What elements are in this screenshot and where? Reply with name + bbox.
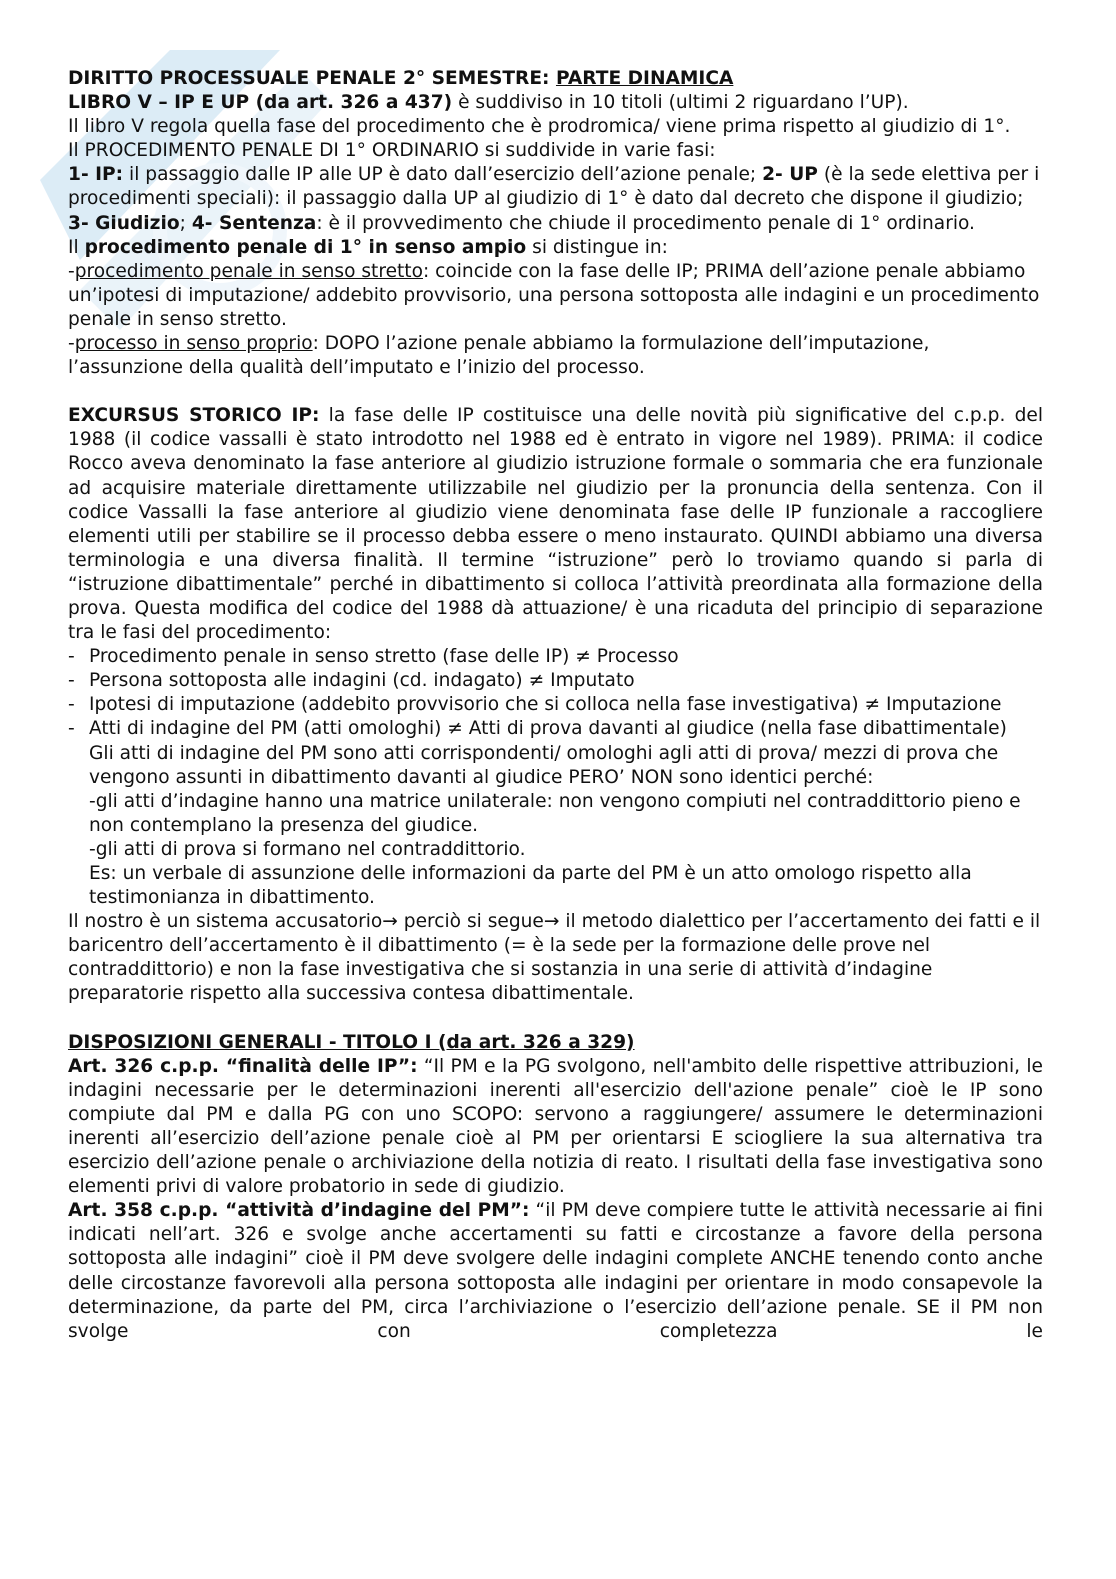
art-326-paragraph: Art. 326 c.p.p. “finalità delle IP”: “Il PM e la PG svolgono, nell'ambito delle rispettive attribuzioni, le indagini necessarie per le determinazioni inerenti all'esercizio dell'azione penale” cioè le IP sono compiute dal PM e dalla PG con uno SCOPO: servono a raggiungere/ assumere le determinazioni inerenti all’esercizio dell’azione penale cioè al PM per orientarsi E sciogliere la sua alternativa tra esercizio dell’azione penale o archiviazione della notizia di reato. I risultati della fase investigativa sono elementi privi di valore probatorio in sede di giudizio. bbox=[68, 1055, 1043, 1198]
list-item: - Persona sottoposta alle indagini (cd. indagato) ≠ Imputato bbox=[68, 669, 1043, 693]
art-358-paragraph: Art. 358 c.p.p. “attività d’indagine del PM”: “il PM deve compiere tutte le attività necessarie ai fini indicati nell’art. 326 e svolge anche accertamenti su fatti e circostanze a favore della persona sottoposta alle indagini” cioè il PM deve svolgere delle indagini complete ANCHE tenendo conto anche delle circostanze favorevoli alla persona sottoposta alle indagini per orientare in modo consapevole la determinazione, da parte del PM, circa l’archiviazione o l’esercizio dell’azione penale. SE il PM non svolge con completezza le bbox=[68, 1200, 1043, 1342]
procedimento-fasi-intro: Il PROCEDIMENTO PENALE DI 1° ORDINARIO si suddivide in varie fasi: bbox=[68, 140, 716, 162]
list-item: - Atti di indagine del PM (atti omologhi) ≠ Atti di prova davanti al giudice (nella fase dibattimentale) bbox=[68, 717, 1043, 741]
list-item: - Ipotesi di imputazione (addebito provvisorio che si colloca nella fase investigativa) ≠ Imputazione bbox=[68, 693, 1043, 717]
section-heading: DISPOSIZIONI GENERALI - TITOLO I (da art. 326 a 329) bbox=[68, 1031, 635, 1053]
procedimento-fasi: 1- IP: il passaggio dalle IP alle UP è dato dall’esercizio dell’azione penale; 2- UP (è la sede elettiva per i procedimenti speciali): il passaggio dalla UP al giudizio di 1° è dato dal decreto che dispone il giudizio; 3- Giudizio; 4- Sentenza: è il provvedimento che chiude il procedimento penale di 1° ordinario. bbox=[68, 164, 1040, 234]
excursus-paragraph: EXCURSUS STORICO IP: la fase delle IP costituisce una delle novità più significative del c.p.p. del 1988 (il codice vassalli è stato introdotto nel 1988 ed è entrato in vigore nel 1989). PRIMA: il codice Rocco aveva denominato la fase anteriore al giudizio istruzione formale o sommaria che era funzionale ad acquisire materiale direttamente utilizzabile nel giudizio per la pronuncia della sentenza. Con il codice Vassalli la fase anteriore al giudizio viene denominata fase delle IP funzionale a raccogliere elementi utili per stabilire se il processo debba essere o meno instaurato. QUINDI abbiamo una diversa terminologia e una diversa finalità. Il termine “istruzione” però lo troviamo quando si parla di “istruzione dibattimentale” perché in dibattimento si colloca l’attività preordinata alla formazione della prova. Questa modifica del codice del 1988 dà attuazione/ è una ricaduta del principio di separazione tra le fasi del procedimento: bbox=[68, 405, 1043, 644]
senso-proprio-item: -processo in senso proprio: DOPO l’azione penale abbiamo la formulazione dell’imputazione, l’assunzione della qualità dell’imputato e l’inizio del processo. bbox=[68, 333, 930, 379]
list-item: - Procedimento penale in senso stretto (fase delle IP) ≠ Processo bbox=[68, 645, 1043, 669]
sistema-accusatorio-paragraph: Il nostro è un sistema accusatorio→ perciò si segue→ il metodo dialettico per l’accertamento dei fatti e il baricentro dell’accertamento è il dibattimento (= è la sede per la formazione delle prove nel contraddittorio) e non la fase investigativa che si sostanzia in una serie di attività d’indagine preparatorie rispetto alla successiva contesa dibattimentale. bbox=[68, 911, 1041, 1005]
senso-ampio-line: Il procedimento penale di 1° in senso ampio si distingue in: bbox=[68, 236, 668, 258]
document-title: DIRITTO PROCESSUALE PENALE 2° SEMESTRE: PARTE DINAMICA bbox=[68, 68, 734, 89]
libro-description: Il libro V regola quella fase del procedimento che è prodromica/ viene prima rispetto al giudizio di 1°. bbox=[68, 116, 1011, 138]
senso-stretto-item: -procedimento penale in senso stretto: coincide con la fase delle IP; PRIMA dell’azione penale abbiamo un’ipotesi di imputazione/ addebito provvisorio, una persona sottoposta alle indagini e un procedimento penale in senso stretto. bbox=[68, 260, 1040, 330]
separazione-list bbox=[68, 645, 1043, 741]
atti-details: Gli atti di indagine del PM sono atti corrispondenti/ omologhi agli atti di prova/ mezzi di prova che vengono assunti in dibattimento davanti al giudice PERO’ NON sono identici perché: -gli atti d’indagine hanno una matrice unilaterale: non vengono compiuti nel contraddittorio pieno e non contemplano la presenza del giudice. -gli atti di prova si formano nel contraddittorio. Es: un verbale di assunzione delle informazioni da parte del PM è un atto omologo rispetto alla testimonianza in dibattimento. bbox=[89, 742, 1021, 909]
arrow-icon: → bbox=[543, 911, 560, 933]
arrow-icon: → bbox=[382, 911, 398, 933]
document-page bbox=[68, 67, 1043, 1344]
libro-line: LIBRO V – IP E UP (da art. 326 a 437) è suddiviso in 10 titoli (ultimi 2 riguardano l’UP). bbox=[68, 92, 909, 114]
